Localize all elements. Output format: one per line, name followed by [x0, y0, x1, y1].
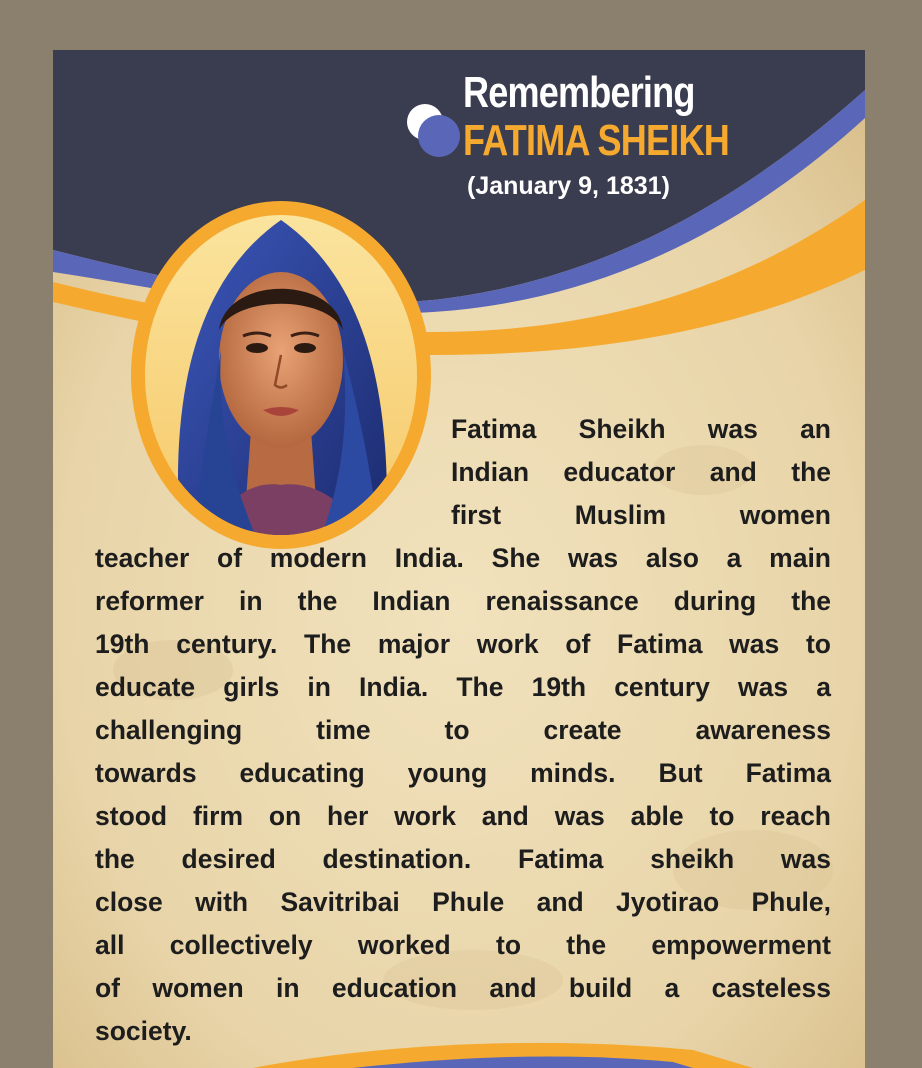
heading-remembering: Remembering — [463, 68, 695, 117]
body-text-main — [95, 537, 831, 1053]
body-line: Fatima Sheikh was an — [451, 414, 831, 444]
body-line: all collectively worked to the empowerment — [95, 930, 831, 960]
body-line: teacher of modern India. She was also a main — [95, 543, 831, 573]
body-line: stood firm on her work and was able to reach — [95, 801, 831, 831]
body-line: 19th century. The major work of Fatima was to — [95, 629, 831, 659]
body-line: society. — [95, 1016, 192, 1046]
body-line: of women in education and build a casteless — [95, 973, 831, 1003]
body-line: challenging time to create awareness — [95, 715, 831, 745]
body-line: educate girls in India. The 19th century was a — [95, 672, 831, 702]
body-line: first Muslim women — [451, 500, 831, 530]
body-line: reformer in the Indian renaissance during the — [95, 586, 831, 616]
crescent-moon-icon — [401, 100, 465, 164]
body-text-intro — [451, 408, 831, 537]
birth-date: (January 9, 1831) — [467, 172, 670, 200]
body-line: close with Savitribai Phule and Jyotirao Phule, — [95, 887, 831, 917]
body-line: the desired destination. Fatima sheikh was — [95, 844, 831, 874]
body-line: Indian educator and the — [451, 457, 831, 487]
poster-card — [53, 50, 865, 1068]
heading-name: FATIMA SHEIKH — [463, 116, 729, 165]
body-line: towards educating young minds. But Fatima — [95, 758, 831, 788]
portrait-image — [111, 180, 451, 550]
